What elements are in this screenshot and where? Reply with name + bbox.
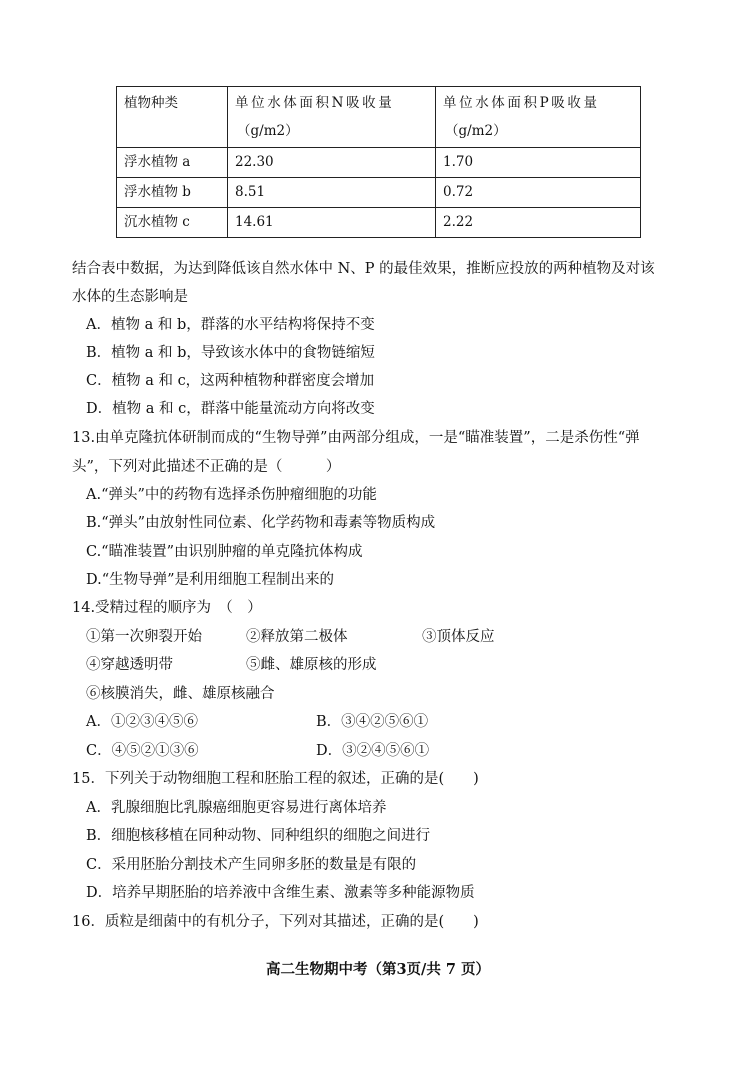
- table-cell: 22.30: [228, 148, 436, 178]
- q12-option-d: D．植物 a 和 c，群落中能量流动方向将改变: [86, 401, 375, 417]
- table-header-row: [117, 87, 641, 148]
- header-n-unit: （g/m2）: [237, 123, 299, 139]
- page-footer: 高二生物期中考（第3页/共 7 页）: [265, 961, 491, 978]
- table-cell: 沉水植物 c: [117, 208, 228, 238]
- q14-item-3: ③顶体反应: [422, 629, 495, 645]
- q14-option-a: A．①②③④⑤⑥: [86, 714, 198, 730]
- table-cell: 2.22: [436, 208, 641, 238]
- q13-stem-line1: 13.由单克隆抗体研制而成的“生物导弹”由两部分组成，一是“瞄准装置”，二是杀伤性“弹: [72, 430, 640, 446]
- q15-option-b: B．细胞核移植在同种动物、同种组织的细胞之间进行: [86, 828, 431, 844]
- q14-item-1: ①第一次卵裂开始: [86, 629, 202, 645]
- table-row: [117, 148, 641, 178]
- q14-option-c: C．④⑤②①③⑥: [86, 743, 199, 759]
- q16-stem: 16．质粒是细菌中的有机分子，下列对其描述，正确的是( ): [72, 914, 479, 930]
- table-header-cell: [228, 87, 436, 148]
- table-header-cell: 植物种类: [117, 87, 228, 148]
- q14-item-2: ②释放第二极体: [246, 629, 348, 645]
- q12-option-b: B．植物 a 和 b，导致该水体中的食物链缩短: [86, 345, 375, 361]
- q15-option-d: D．培养早期胚胎的培养液中含维生素、激素等多种能源物质: [86, 885, 475, 901]
- q14-option-d: D．③②④⑤⑥①: [316, 743, 430, 759]
- q13-option-d: D.“生物导弹”是利用细胞工程制出来的: [86, 572, 335, 588]
- table-cell: 0.72: [436, 178, 641, 208]
- q12-stem-line1: 结合表中数据，为达到降低该自然水体中 N、P 的最佳效果，推断应投放的两种植物及对该: [72, 261, 655, 277]
- q14-item-5: ⑤雌、雄原核的形成: [246, 657, 377, 673]
- q12-option-c: C．植物 a 和 c，这两种植物种群密度会增加: [86, 373, 375, 389]
- table-cell: 8.51: [228, 178, 436, 208]
- header-p-label: 单位水体面积P吸收量: [443, 95, 600, 111]
- q13-option-b: B.“弹头”由放射性同位素、化学药物和毒素等物质构成: [86, 515, 436, 531]
- table-header-cell: [436, 87, 641, 148]
- q12-stem-line2: 水体的生态影响是: [72, 289, 188, 305]
- plant-absorption-table: [116, 86, 641, 238]
- q14-option-b: B．③④②⑤⑥①: [316, 714, 429, 730]
- q14-item-6: ⑥核膜消失，雌、雄原核融合: [86, 686, 275, 702]
- table-cell: 14.61: [228, 208, 436, 238]
- q14-item-4: ④穿越透明带: [86, 657, 173, 673]
- q14-stem: 14.受精过程的顺序为 （ ）: [72, 600, 262, 616]
- table-cell: 1.70: [436, 148, 641, 178]
- table-cell: 浮水植物 a: [117, 148, 228, 178]
- table-row: [117, 208, 641, 238]
- table-row: [117, 178, 641, 208]
- q13-option-a: A.“弹头”中的药物有选择杀伤肿瘤细胞的功能: [86, 487, 377, 503]
- q13-option-c: C.“瞄准装置”由识别肿瘤的单克隆抗体构成: [86, 544, 363, 560]
- header-n-label: 单位水体面积N吸收量: [235, 95, 395, 111]
- q15-stem: 15．下列关于动物细胞工程和胚胎工程的叙述，正确的是( ): [72, 771, 479, 787]
- header-p-unit: （g/m2）: [445, 123, 507, 139]
- q13-stem-line2: 头”，下列对此描述不正确的是（ ）: [72, 459, 341, 475]
- q12-option-a: A．植物 a 和 b，群落的水平结构将保持不变: [86, 317, 375, 333]
- table-cell: 浮水植物 b: [117, 178, 228, 208]
- q15-option-c: C．采用胚胎分割技术产生同卵多胚的数量是有限的: [86, 857, 417, 873]
- q15-option-a: A．乳腺细胞比乳腺癌细胞更容易进行离体培养: [86, 800, 387, 816]
